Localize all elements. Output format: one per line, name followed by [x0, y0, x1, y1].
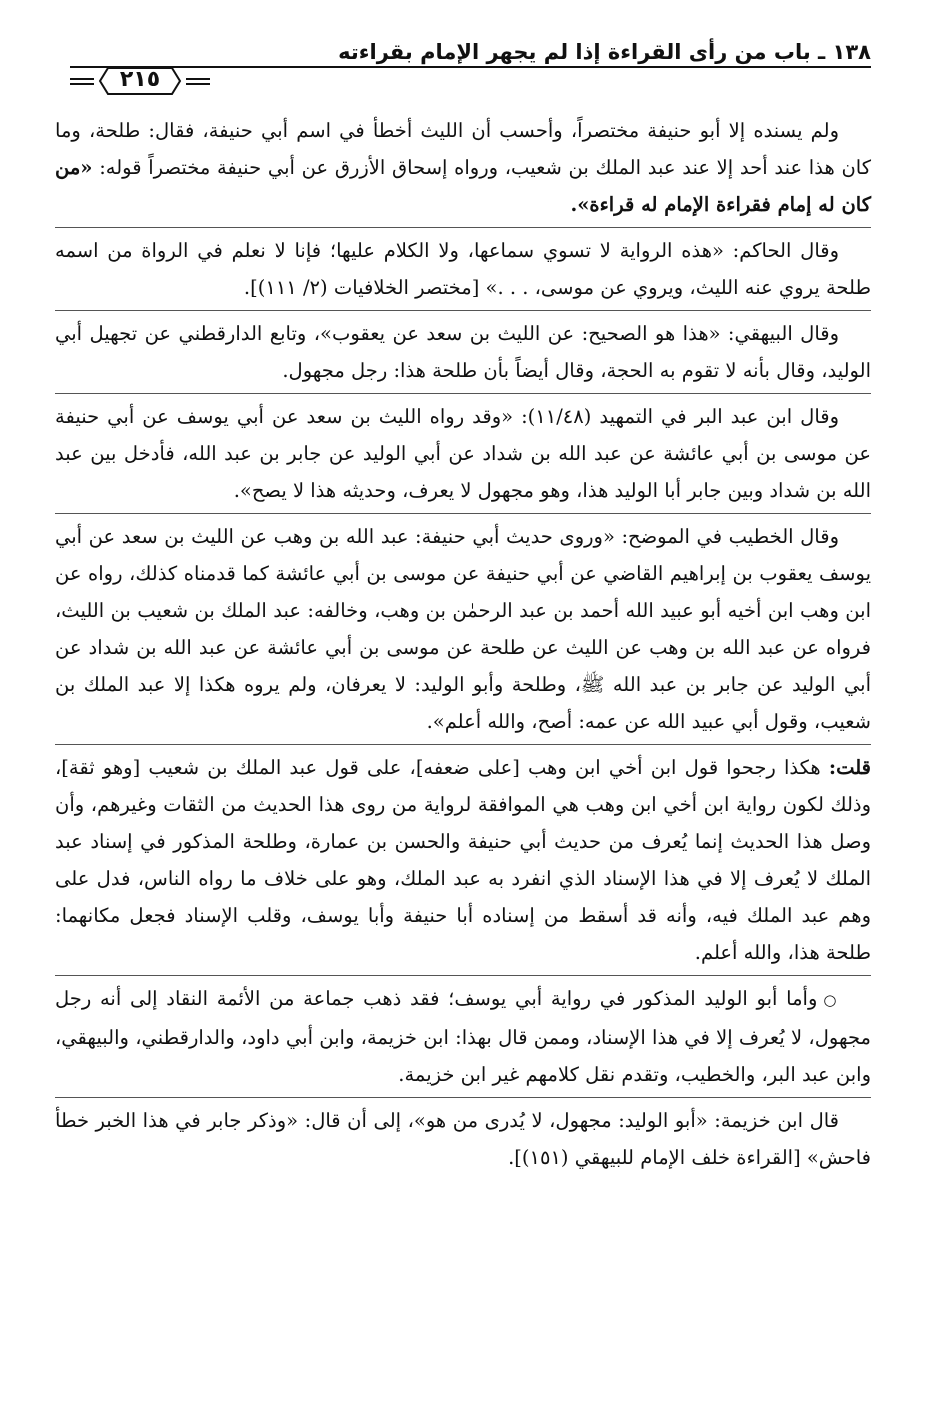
paragraph-4	[55, 398, 871, 509]
ornament-line-left	[70, 78, 94, 85]
main-text	[55, 112, 871, 1180]
paragraph-divider	[55, 1097, 871, 1098]
bold-quote: «من كان له إمام فقراءة الإمام له قراءة».	[55, 156, 871, 216]
paragraph-divider	[55, 310, 871, 311]
paragraph-text: وقال الحاكم: «هذه الرواية لا تسوي سماعها، ولا الكلام عليها؛ فإنا لا نعلم في الرواة من اسمه طلحة يروي عنه الليث، ويروي عن موسى، . . .» [مختصر الخلافيات (٢/ ١١١)].	[55, 239, 871, 299]
paragraph-text: وأما أبو الوليد المذكور في رواية أبي يوسف؛ فقد ذهب جماعة من الأئمة النقاد إلى أنه رجل مجهول، لا يُعرف إلا في هذا الإسناد، وممن قال بهذا: ابن خزيمة، وابن أبي داود، والدارقطني، والبيهقي، وابن عبد البر، والخطيب، وتقدم نقل كلامهم غير ابن خزيمة.	[55, 987, 871, 1086]
page-number-ornament	[70, 64, 210, 100]
paragraph-divider	[55, 227, 871, 228]
running-title: ١٣٨ ـ باب من رأى القراءة إذا لم يجهر الإمام بقراءته	[338, 40, 871, 64]
paragraph-divider	[55, 744, 871, 745]
paragraph-8	[55, 1102, 871, 1176]
paragraph-7	[55, 980, 871, 1093]
paragraph-1	[55, 112, 871, 223]
paragraph-text: وقال البيهقي: «هذا هو الصحيح: عن الليث بن سعد عن يعقوب»، وتابع الدارقطني عن تجهيل أبي الوليد، وقال بأنه لا تقوم به الحجة، وقال أيضاً بأن طلحة هذا: رجل مجهول.	[55, 322, 871, 382]
paragraph-6	[55, 749, 871, 971]
paragraph-text: وقال ابن عبد البر في التمهيد (١١/٤٨): «وقد رواه الليث بن سعد عن أبي يوسف عن أبي حنيفة عن موسى بن أبي عائشة عن عبد الله بن شداد عن أبي الوليد عن جابر بن عبد الله، فأدخل بين عبد الله بن شداد وبين جابر أبا الوليد هذا، وهو مجهول لا يعرف، وحديثه هذا لا يصح».	[55, 405, 871, 502]
paragraph-2	[55, 232, 871, 306]
qultu-label: قلت:	[828, 756, 871, 779]
ornament-line-right	[186, 78, 210, 85]
paragraph-text: ولم يسنده إلا أبو حنيفة مختصراً، وأحسب أن الليث أخطأ في اسم أبي حنيفة، فقال: طلحة، وما كان هذا عند أحد إلا عند عبد الملك بن شعيب، ورواه إسحاق الأزرق عن أبي حنيفة مختصراً قوله:	[55, 119, 871, 179]
page-number-badge	[98, 66, 182, 96]
paragraph-divider	[55, 975, 871, 976]
paragraph-text: قال ابن خزيمة: «أبو الوليد: مجهول، لا يُدرى من هو»، إلى أن قال: «وذكر جابر في هذا الخبر خطأ فاحش» [القراءة خلف الإمام للبيهقي (١٥١)].	[55, 1109, 871, 1169]
paragraph-5	[55, 518, 871, 740]
page-number: ٢١٥	[119, 67, 161, 92]
page-header	[70, 30, 871, 106]
paragraph-divider	[55, 513, 871, 514]
paragraph-text: وقال الخطيب في الموضح: «وروى حديث أبي حنيفة: عبد الله بن وهب عن الليث بن سعد عن أبي يوسف يعقوب بن إبراهيم القاضي عن أبي حنيفة عن موسى بن أبي عائشة كما قدمناه كذلك، رواه عن ابن وهب ابن أخيه أبو عبيد الله أحمد بن عبد الرحمٰن بن وهب، وخالفه: عبد الملك بن شعيب بن الليث، فرواه عن عبد الله بن وهب عن الليث عن طلحة عن موسى بن أبي عائشة عن عبد الله بن شداد عن أبي الوليد عن جابر بن عبد الله ﷺ، وطلحة وأبو الوليد: لا يعرفان، ولم يروه هكذا إلا عبد الملك بن شعيب، وقول أبي عبيد الله عن عمه: أصح، والله أعلم».	[55, 525, 871, 733]
circle-bullet-icon: ○	[823, 991, 839, 1009]
paragraph-3	[55, 315, 871, 389]
paragraph-text: هكذا رجحوا قول ابن أخي ابن وهب [على ضعفه]، على قول عبد الملك بن شعيب [وهو ثقة]، وذلك لكون رواية ابن أخي ابن وهب هي الموافقة لرواية من روى هذا الحديث من الثقات وغيرهم، وأن وصل هذا الحديث إنما يُعرف من حديث أبي حنيفة والحسن بن عمارة، وطلحة المذكور في إسناد عبد الملك لا يُعرف إلا في هذا الإسناد الذي انفرد به عبد الملك، وهو على خلاف ما رواه الناس، فدل على وهم عبد الملك فيه، وأنه قد أسقط من إسناده أبا حنيفة وأبا يوسف، وقلب الإسناد فجعل مكانهما: طلحة هذا، والله أعلم.	[55, 756, 871, 964]
paragraph-divider	[55, 393, 871, 394]
